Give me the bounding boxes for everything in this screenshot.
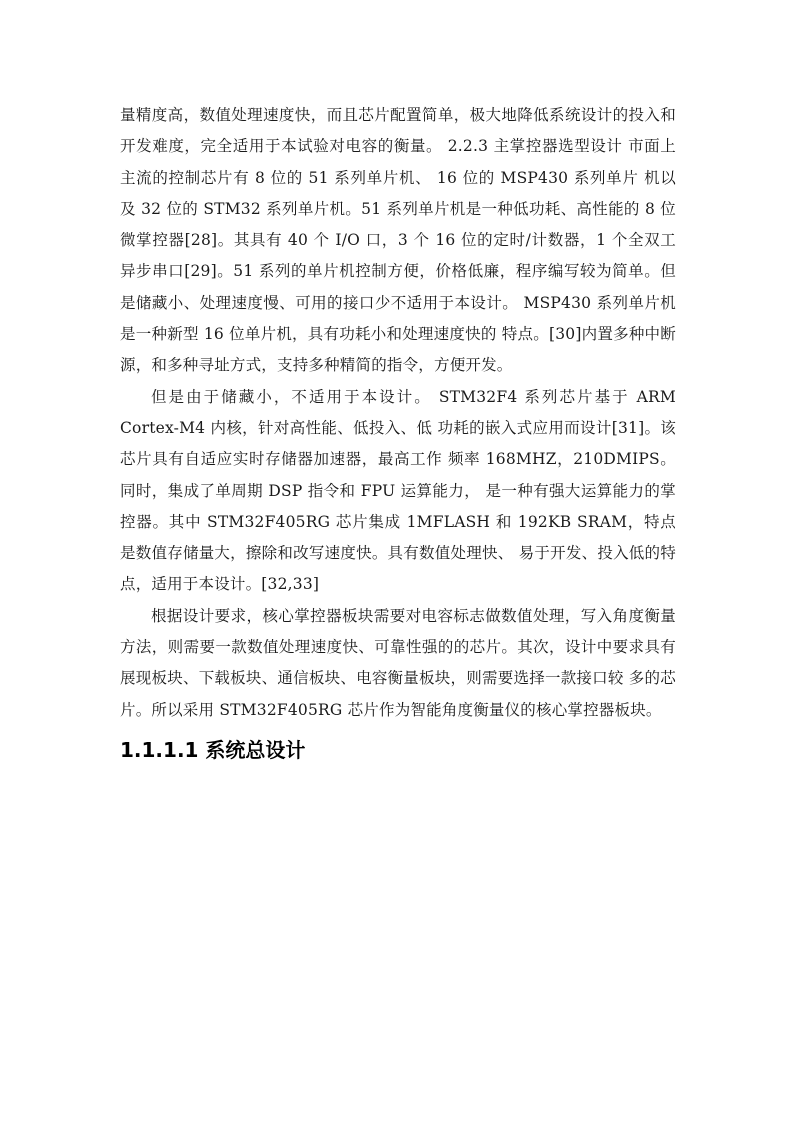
- document-body: [120, 100, 676, 765]
- paragraph-sensor-summary: 量精度高，数值处理速度快，而且芯片配置简单，极大地降低系统设计的投入和开发难度，完全适用于本试验对电容的衡量。 2.2.3 主掌控器选型设计 市面上主流的控制芯片有 8 位的 51 系列单片机、 16 位的 MSP430 系列单片 机以及 32 位的 STM32 系列单片机。51 系列单片机是一种低功耗、高性能的 8 位微掌控器[28]。其具有 40 个 I/O 口，3 个 16 位的定时/计数器，1 个全双工异步串口[29]。51 系列的单片机控制方便，价格低廉，程序编写较为简单。但是储藏小、处理速度慢、可用的接口少不适用于本设计。 MSP430 系列单片机是一种新型 16 位单片机，具有功耗小和处理速度快的 特点。[30]内置多种中断源，和多种寻址方式，支持多种精简的指令，方便开发。: [120, 106, 676, 375]
- paragraph-selection: 根据设计要求，核心掌控器板块需要对电容标志做数值处理，写入角度衡量方法，则需要一款数值处理速度快、可靠性强的的芯片。其次，设计中要求具有展现板块、下载板块、通信板块、电容衡量板块，则需要选择一款接口较 多的芯片。所以采用 STM32F405RG 芯片作为智能角度衡量仪的核心掌控器板块。: [120, 606, 676, 719]
- section-heading: 1.1.1.1 系统总设计: [120, 737, 306, 762]
- paragraph-stm32f4: 但是由于储藏小，不适用于本设计。 STM32F4 系列芯片基于 ARM Cortex-M4 内核，针对高性能、低投入、低 功耗的嵌入式应用而设计[31]。该芯片具有自适应实时存储器加速器，最高工作 频率 168MHZ，210DMIPS。同时，集成了单周期 DSP 指令和 FPU 运算能力， 是一种有强大运算能力的掌控器。其中 STM32F405RG 芯片集成 1MFLASH 和 192KB SRAM，特点是数值存储量大，擦除和改写速度快。具有数值处理快、 易于开发、投入低的特点，适用于本设计。[32,33]: [120, 387, 676, 594]
